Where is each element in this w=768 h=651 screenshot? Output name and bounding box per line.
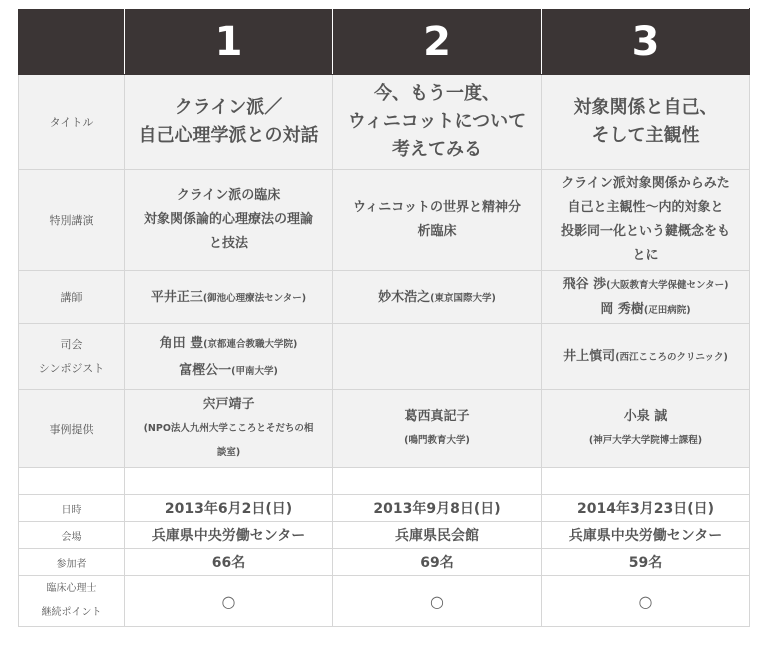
venue-cell-1: 兵庫県中央労働センター bbox=[125, 522, 333, 549]
date-cell-3: 2014年3月23日(日) bbox=[542, 495, 750, 522]
case-cell-2 bbox=[333, 390, 542, 468]
person-name: 井上慎司 bbox=[563, 349, 616, 364]
label-line: シンポジスト bbox=[38, 361, 105, 375]
header-corner bbox=[19, 9, 125, 75]
lecturer-cell-2 bbox=[333, 271, 542, 324]
moderator-cell-1 bbox=[125, 324, 333, 390]
person-affiliation: (京都連合教職大学院) bbox=[203, 338, 298, 350]
cpp-cell-2 bbox=[333, 576, 542, 627]
person-affiliation: (東京国際大学) bbox=[430, 292, 496, 304]
person-affiliation: (御池心理療法センター) bbox=[202, 292, 307, 304]
moderator-row bbox=[19, 324, 750, 390]
header-row bbox=[19, 9, 750, 75]
moderator-cell-3 bbox=[542, 324, 750, 390]
circle-mark: ○ bbox=[221, 591, 236, 611]
title-line: クライン派／ bbox=[174, 97, 283, 118]
lecturer-cell-3 bbox=[542, 271, 750, 324]
person-name: 富樫公一 bbox=[179, 362, 232, 378]
spacer-cell bbox=[333, 468, 542, 495]
title-line: ウィニコットについて bbox=[347, 111, 527, 132]
lecturer-row bbox=[19, 271, 750, 324]
title-line: 今、もう一度、 bbox=[374, 83, 500, 104]
person-name: 角田 豊 bbox=[159, 335, 204, 351]
lecture-cell-1 bbox=[125, 170, 333, 271]
person-affiliation: 談室) bbox=[216, 446, 241, 458]
title-line: 考えてみる bbox=[392, 139, 482, 160]
person-affiliation: (NPO法人九州大学こころとそだちの相 bbox=[143, 422, 314, 434]
row-label-lecture: 特別講演 bbox=[19, 170, 125, 271]
row-label-lecturer: 講師 bbox=[19, 271, 125, 324]
attendees-cell-1: 66名 bbox=[125, 549, 333, 576]
row-label-moderator bbox=[19, 324, 125, 390]
moderator-cell-2 bbox=[333, 324, 542, 390]
column-number-1: 1 bbox=[125, 9, 333, 75]
row-label-cpp-points bbox=[19, 576, 125, 627]
date-row bbox=[19, 495, 750, 522]
cpp-cell-1 bbox=[125, 576, 333, 627]
circle-mark: ○ bbox=[430, 591, 444, 611]
person-name: 平井正三 bbox=[150, 289, 203, 305]
row-label-venue: 会場 bbox=[19, 522, 125, 549]
title-line: 対象関係と自己、 bbox=[573, 97, 718, 118]
case-row bbox=[19, 390, 750, 468]
row-label-case: 事例提供 bbox=[19, 390, 125, 468]
cpp-points-row bbox=[19, 576, 750, 627]
lecture-line: ウィニコットの世界と精神分 bbox=[353, 200, 521, 215]
case-cell-1 bbox=[125, 390, 333, 468]
title-line: 自己心理学派との対話 bbox=[138, 125, 319, 146]
venue-cell-2: 兵庫県民会館 bbox=[333, 522, 542, 549]
cpp-cell-3 bbox=[542, 576, 750, 627]
row-label-title: タイトル bbox=[19, 75, 125, 170]
person-affiliation: (甲南大学) bbox=[231, 365, 278, 377]
lecture-line: 対象関係論的心理療法の理論 bbox=[143, 212, 313, 227]
title-line: そして主観性 bbox=[591, 125, 700, 146]
spacer-cell bbox=[125, 468, 333, 495]
row-label-date: 日時 bbox=[19, 495, 125, 522]
person-affiliation: (疋田病院) bbox=[643, 305, 691, 316]
person-affiliation: (鳴門教育大学) bbox=[404, 434, 470, 446]
person-name: 岡 秀樹 bbox=[600, 302, 644, 317]
person-name: 妙木浩之 bbox=[378, 289, 431, 305]
attendees-cell-2: 69名 bbox=[333, 549, 542, 576]
lecture-line: 自己と主観性〜内的対象と bbox=[567, 200, 724, 215]
person-name: 飛谷 渉 bbox=[562, 277, 607, 292]
person-affiliation: (神戸大学大学院博士課程) bbox=[588, 434, 703, 446]
title-row bbox=[19, 75, 750, 170]
date-cell-2: 2013年9月8日(日) bbox=[333, 495, 542, 522]
attendees-row bbox=[19, 549, 750, 576]
lecture-cell-3 bbox=[542, 170, 750, 271]
person-affiliation: (大阪教育大学保健センター) bbox=[606, 280, 729, 291]
lecture-line: クライン派の臨床 bbox=[176, 188, 281, 203]
label-line: 司会 bbox=[60, 337, 83, 351]
label-line: 継続ポイント bbox=[41, 607, 102, 618]
title-cell-3 bbox=[542, 75, 750, 170]
label-line: 臨床心理士 bbox=[46, 583, 97, 594]
date-cell-1: 2013年6月2日(日) bbox=[125, 495, 333, 522]
lecture-line: クライン派対象関係からみた bbox=[561, 176, 730, 191]
column-number-2: 2 bbox=[333, 9, 542, 75]
circle-mark: ○ bbox=[638, 591, 653, 611]
case-cell-3 bbox=[542, 390, 750, 468]
venue-cell-3: 兵庫県中央労働センター bbox=[542, 522, 750, 549]
lecture-line: 投影同一化という鍵概念をも bbox=[560, 224, 730, 239]
seminar-schedule-table bbox=[18, 8, 750, 627]
column-number-3: 3 bbox=[542, 9, 750, 75]
attendees-cell-3: 59名 bbox=[542, 549, 750, 576]
title-cell-1 bbox=[125, 75, 333, 170]
row-label-attendees: 参加者 bbox=[19, 549, 125, 576]
lecturer-cell-1 bbox=[125, 271, 333, 324]
person-name: 宍戸靖子 bbox=[202, 396, 255, 412]
lecture-line: と技法 bbox=[208, 236, 248, 251]
person-name: 葛西真記子 bbox=[404, 408, 470, 424]
lecture-line: 析臨床 bbox=[417, 224, 457, 239]
lecture-row bbox=[19, 170, 750, 271]
person-name: 小泉 誠 bbox=[623, 408, 668, 424]
spacer-cell bbox=[19, 468, 125, 495]
spacer-row bbox=[19, 468, 750, 495]
person-affiliation: (西江こころのクリニック) bbox=[615, 352, 728, 363]
lecture-line: とに bbox=[632, 248, 659, 263]
venue-row bbox=[19, 522, 750, 549]
title-cell-2 bbox=[333, 75, 542, 170]
lecture-cell-2 bbox=[333, 170, 542, 271]
spacer-cell bbox=[542, 468, 750, 495]
